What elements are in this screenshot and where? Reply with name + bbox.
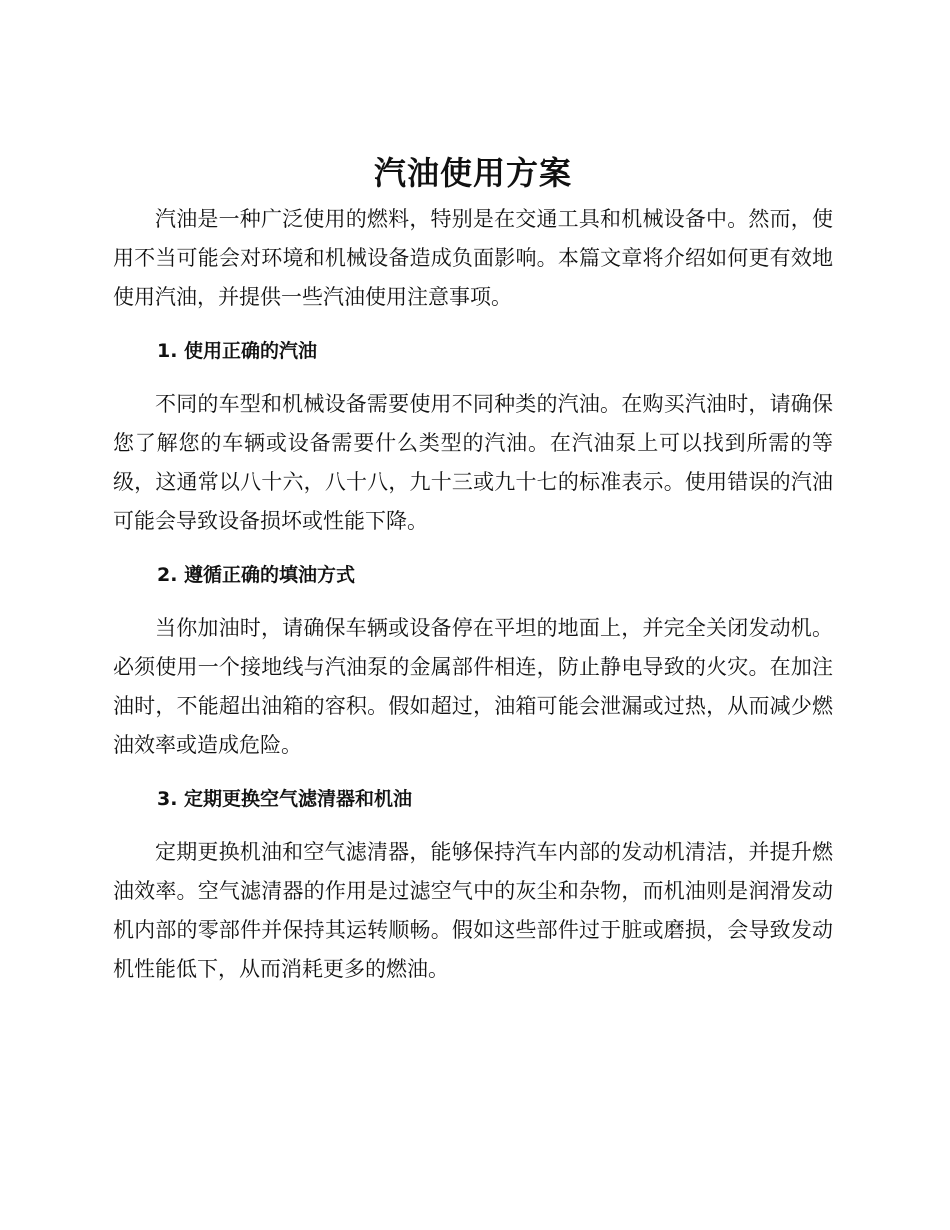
section-heading-2: 2. 遵循正确的填油方式 <box>157 564 356 586</box>
section-body-1: 不同的车型和机械设备需要使用不同种类的汽油。在购买汽油时，请确保您了解您的车辆或设备需要什么类型的汽油。在汽油泵上可以找到所需的等级，这通常以八十六，八十八，九十三或九十七的标准表示。使用错误的汽油可能会导致设备损坏或性能下降。 <box>113 392 833 533</box>
section-heading-3: 3. 定期更换空气滤清器和机油 <box>157 788 413 810</box>
section-body-3: 定期更换机油和空气滤清器，能够保持汽车内部的发动机清洁，并提升燃油效率。空气滤清器的作用是过滤空气中的灰尘和杂物，而机油则是润滑发动机内部的零部件并保持其运转顺畅。假如这些部件过于脏或磨损，会导致发动机性能低下，从而消耗更多的燃油。 <box>113 840 833 981</box>
document-title: 汽油使用方案 <box>373 154 572 192</box>
intro-paragraph: 汽油是一种广泛使用的燃料，特别是在交通工具和机械设备中。然而，使用不当可能会对环境和机械设备造成负面影响。本篇文章将介绍如何更有效地使用汽油，并提供一些汽油使用注意事项。 <box>113 207 833 309</box>
document-page <box>113 150 833 989</box>
section-body-2: 当你加油时，请确保车辆或设备停在平坦的地面上，并完全关闭发动机。必须使用一个接地线与汽油泵的金属部件相连，防止静电导致的火灾。在加注油时，不能超出油箱的容积。假如超过，油箱可能会泄漏或过热，从而减少燃油效率或造成危险。 <box>113 616 833 757</box>
section-heading-1: 1. 使用正确的汽油 <box>157 340 318 362</box>
